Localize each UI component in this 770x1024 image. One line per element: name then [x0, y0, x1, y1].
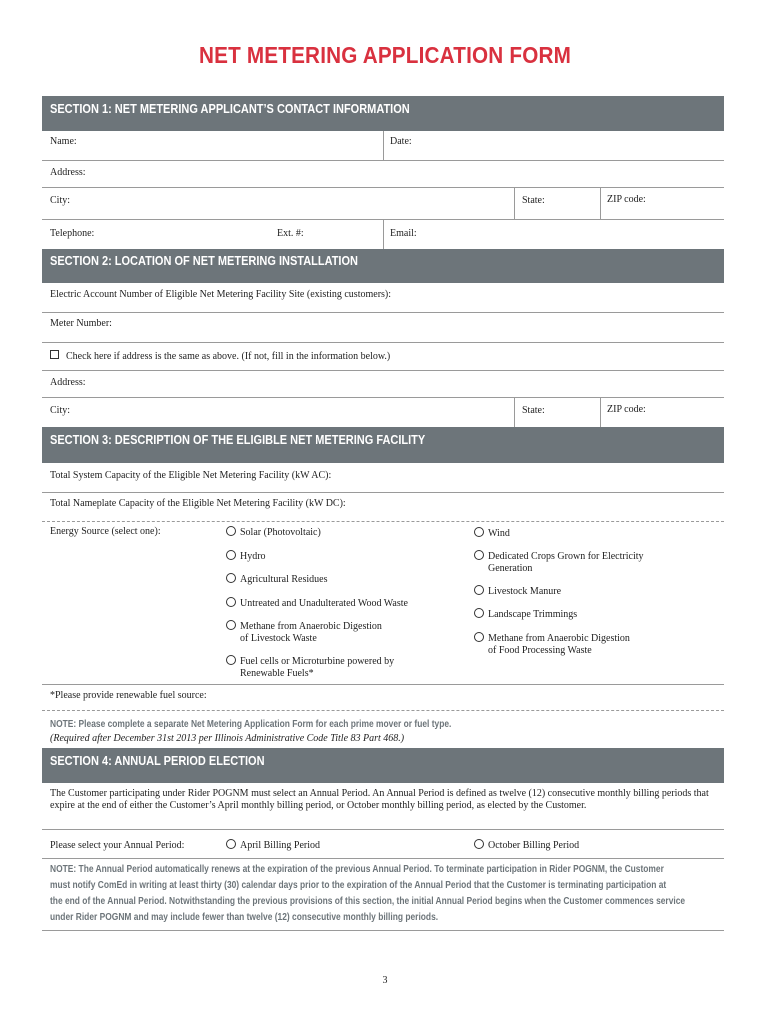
april-billing-radio[interactable] [226, 839, 236, 849]
fuel-source-label: *Please provide renewable fuel source: [50, 690, 207, 701]
section-2-header: SECTION 2: LOCATION OF NET METERING INSTALLATION [42, 249, 724, 283]
wind-radio[interactable] [474, 527, 484, 537]
hydro-radio[interactable] [226, 550, 236, 560]
wind-label: Wind [488, 528, 510, 539]
agricultural-residues-radio[interactable] [226, 573, 236, 583]
telephone-label: Telephone: [50, 228, 95, 239]
solar-radio[interactable] [226, 526, 236, 536]
agricultural-residues-label: Agricultural Residues [240, 574, 328, 585]
section-4-note-line1: NOTE: The Annual Period automatically renews at the expiration of the previous Annual Period. To terminate participation in Rider POGNM, the Customer [50, 864, 664, 875]
date-label: Date: [390, 136, 412, 147]
form-title: NET METERING APPLICATION FORM [198, 42, 572, 68]
section-3-header: SECTION 3: DESCRIPTION OF THE ELIGIBLE NET METERING FACILITY [42, 427, 724, 463]
section-3-note-citation: (Required after December 31st 2013 per Illinois Administrative Code Title 83 Part 468.) [50, 733, 405, 744]
page-number: 3 [382, 975, 388, 986]
address-label: Address: [50, 167, 86, 178]
same-address-label: Check here if address is the same as above. (If not, fill in the information below.) [66, 351, 391, 362]
section-4-note-line4: under Rider POGNM and may include fewer than twelve (12) consecutive monthly billing periods. [50, 912, 439, 923]
dedicated-crops-label-line1: Dedicated Crops Grown for Electricity [488, 551, 644, 562]
fuel-cells-label-line2: Renewable Fuels* [240, 668, 314, 679]
methane-livestock-label-line1: Methane from Anaerobic Digestion [240, 621, 382, 632]
livestock-manure-radio[interactable] [474, 585, 484, 595]
same-address-checkbox[interactable] [50, 350, 59, 359]
meter-number-label: Meter Number: [50, 318, 112, 329]
october-billing-radio[interactable] [474, 839, 484, 849]
april-billing-label: April Billing Period [240, 840, 320, 851]
livestock-manure-label: Livestock Manure [488, 586, 562, 597]
capacity-ac-label: Total System Capacity of the Eligible Net Metering Facility (kW AC): [50, 470, 332, 481]
capacity-dc-label: Total Nameplate Capacity of the Eligible Net Metering Facility (kW DC): [50, 498, 346, 509]
landscape-trimmings-radio[interactable] [474, 608, 484, 618]
address-label-2: Address: [50, 377, 86, 388]
fuel-cells-radio[interactable] [226, 655, 236, 665]
section-1-header: SECTION 1: NET METERING APPLICANT’S CONTACT INFORMATION [42, 96, 724, 131]
state-label: State: [522, 195, 545, 206]
section-4-header: SECTION 4: ANNUAL PERIOD ELECTION [42, 748, 724, 783]
zip-label: ZIP code: [607, 194, 646, 205]
hydro-label: Hydro [240, 551, 266, 562]
section-3-note: NOTE: Please complete a separate Net Metering Application Form for each prime mover or fuel type. [50, 719, 452, 730]
zip-label-2: ZIP code: [607, 404, 646, 415]
name-label: Name: [50, 136, 77, 147]
wood-waste-label: Untreated and Unadulterated Wood Waste [240, 598, 408, 609]
section-4-note-line3: the end of the Annual Period. Notwithstanding the previous provisions of this section, the initial Annual Period begins when the Customer commences service [50, 896, 686, 907]
email-label: Email: [390, 228, 417, 239]
annual-period-description: The Customer participating under Rider POGNM must select an Annual Period. An Annual Period is defined as twelve (12) consecutive monthly billing periods that expire at the end of either the Customer’s April monthly billing period, or October monthly billing period, as elected by the Customer. [50, 788, 709, 811]
city-label: City: [50, 195, 71, 206]
state-label-2: State: [522, 405, 545, 416]
section-4-note-line2: must notify ComEd in writing at least thirty (30) calendar days prior to the expiration of the Annual Period that the Customer is terminating participation at [50, 880, 667, 891]
dedicated-crops-radio[interactable] [474, 550, 484, 560]
account-number-label: Electric Account Number of Eligible Net Metering Facility Site (existing customers): [50, 289, 392, 300]
annual-period-select-label: Please select your Annual Period: [50, 840, 185, 851]
methane-livestock-label-line2: of Livestock Waste [240, 633, 317, 644]
wood-waste-radio[interactable] [226, 597, 236, 607]
october-billing-label: October Billing Period [488, 840, 580, 851]
landscape-trimmings-label: Landscape Trimmings [488, 609, 578, 620]
dedicated-crops-label-line2: Generation [488, 563, 533, 574]
methane-food-radio[interactable] [474, 632, 484, 642]
fuel-cells-label-line1: Fuel cells or Microturbine powered by [240, 656, 395, 667]
solar-label: Solar (Photovoltaic) [240, 527, 321, 538]
city-label-2: City: [50, 405, 71, 416]
energy-source-label: Energy Source (select one): [50, 526, 161, 537]
methane-livestock-radio[interactable] [226, 620, 236, 630]
ext-label: Ext. #: [277, 228, 304, 239]
methane-food-label-line1: Methane from Anaerobic Digestion [488, 633, 630, 644]
methane-food-label-line2: of Food Processing Waste [488, 645, 592, 656]
